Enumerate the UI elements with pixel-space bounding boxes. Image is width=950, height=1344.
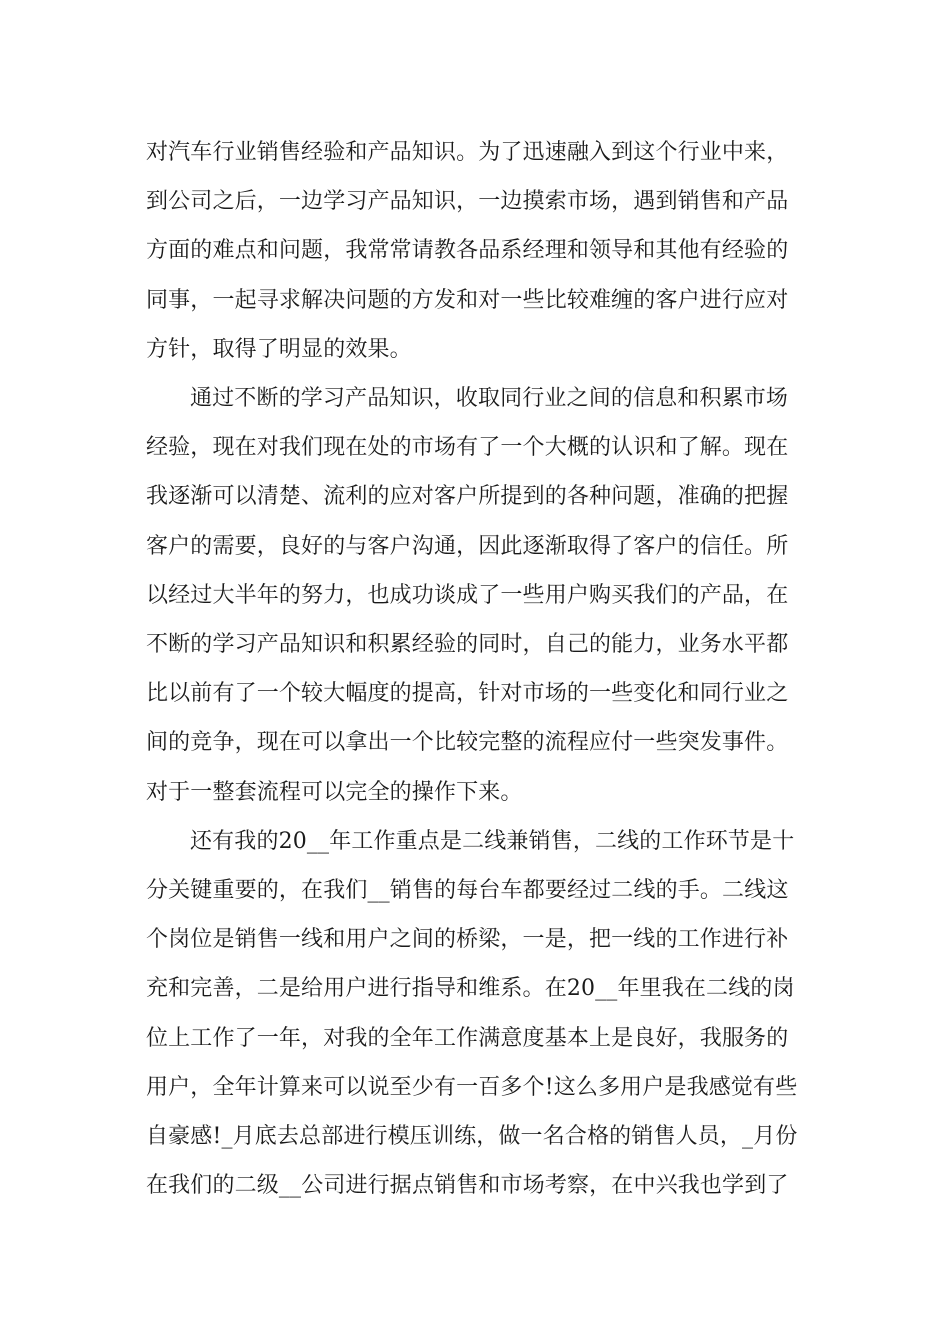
- document-body: [146, 128, 808, 1210]
- text-line: 充和完善，二是给用户进行指导和维系。在20__年里我在二线的岗: [146, 976, 795, 1002]
- text-line: 用户，全年计算来可以说至少有一百多个!这么多用户是我感觉有些: [146, 1074, 798, 1100]
- text-line: 方面的难点和问题，我常常请教各品系经理和领导和其他有经验的: [146, 238, 789, 264]
- text-line: 经验，现在对我们现在处的市场有了一个大概的认识和了解。现在: [146, 435, 789, 461]
- text-line: 客户的需要，良好的与客户沟通，因此逐渐取得了客户的信任。所: [146, 533, 789, 559]
- text-line: 对于一整套流程可以完全的操作下来。: [146, 779, 523, 805]
- text-line: 位上工作了一年，对我的全年工作满意度基本上是良好，我服务的: [146, 1025, 789, 1051]
- text-line: 间的竞争，现在可以拿出一个比较完整的流程应付一些突发事件。: [146, 730, 789, 756]
- paragraph-start-line: 通过不断的学习产品知识，收取同行业之间的信息和积累市场: [190, 386, 789, 412]
- text-line: 对汽车行业销售经验和产品知识。为了迅速融入到这个行业中来，: [146, 140, 789, 165]
- text-line: 以经过大半年的努力，也成功谈成了一些用户购买我们的产品，在: [146, 582, 789, 608]
- text-line: 方针，取得了明显的效果。: [146, 336, 412, 362]
- text-line: 到公司之后，一边学习产品知识，一边摸索市场，遇到销售和产品: [146, 189, 789, 215]
- text-line: 分关键重要的，在我们__销售的每台车都要经过二线的手。二线这: [146, 878, 789, 904]
- text-line: 在我们的二级__公司进行据点销售和市场考察，在中兴我也学到了: [146, 1173, 789, 1199]
- text-line: 自豪感!_月底去总部进行模压训练，做一名合格的销售人员，_月份: [146, 1124, 798, 1150]
- text-line: 比以前有了一个较大幅度的提高，针对市场的一些变化和同行业之: [146, 681, 789, 707]
- text-line: 不断的学习产品知识和积累经验的同时，自己的能力，业务水平都: [146, 632, 789, 658]
- text-line: 我逐渐可以清楚、流利的应对客户所提到的各种问题，准确的把握: [146, 484, 789, 510]
- text-line: 同事，一起寻求解决问题的方发和对一些比较难缠的客户进行应对: [146, 287, 789, 313]
- text-line: 个岗位是销售一线和用户之间的桥梁，一是，把一线的工作进行补: [146, 927, 789, 953]
- paragraph-start-line: 还有我的20__年工作重点是二线兼销售，二线的工作环节是十: [190, 828, 795, 854]
